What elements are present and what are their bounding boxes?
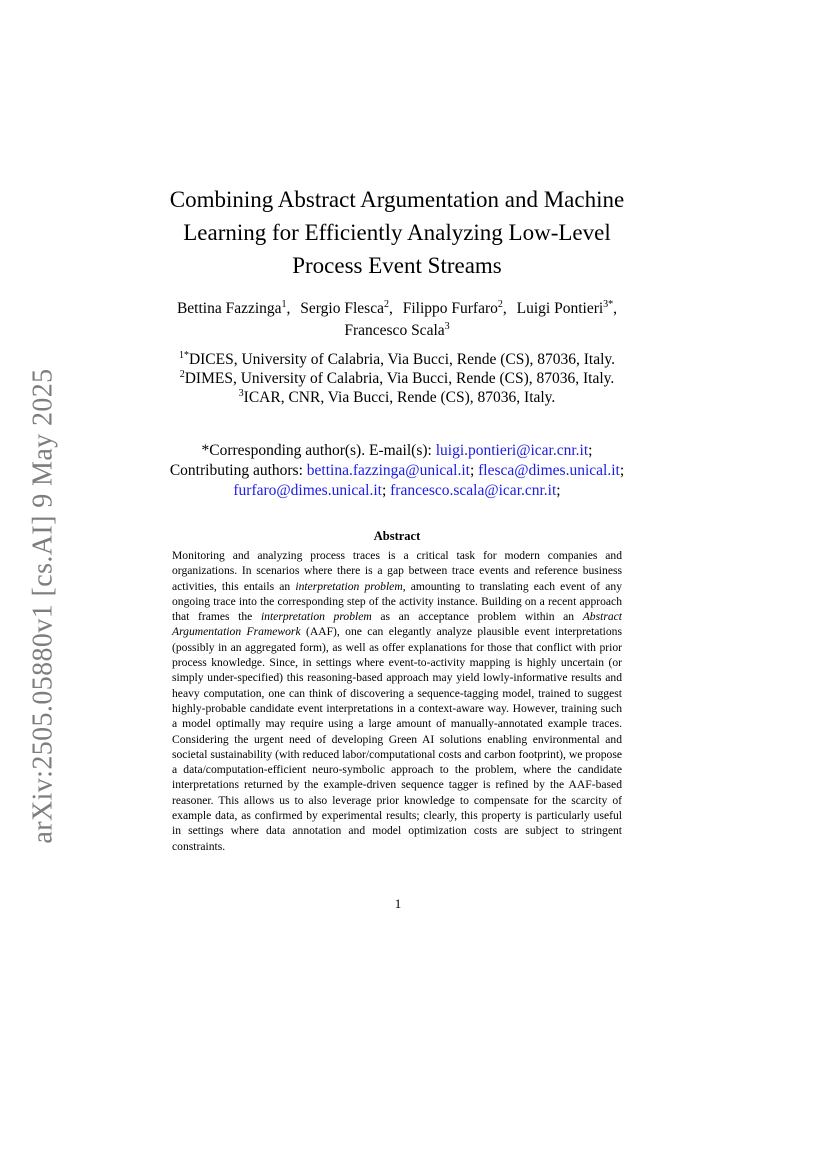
abstract-heading: Abstract	[373, 529, 421, 543]
abstract-text: as an acceptance problem within an	[371, 610, 583, 624]
affiliation-line	[150, 388, 644, 407]
contributing-label: Contributing authors:	[169, 462, 303, 479]
corresponding-label: *Corresponding author(s). E-mail(s):	[201, 442, 432, 459]
author-affiliation-mark: 2	[383, 299, 389, 310]
email-link[interactable]: furfaro@dimes.unical.it	[233, 482, 382, 499]
email-link[interactable]: francesco.scala@icar.cnr.it	[390, 482, 557, 499]
affiliation-line	[150, 350, 644, 369]
abstract-emphasis: interpretation problem	[295, 579, 403, 593]
affiliation-text: DICES, University of Calabria, Via Bucci, Rende (CS), 87036, Italy.	[188, 351, 616, 368]
title-line: Process Event Streams	[292, 253, 502, 278]
paper-title	[150, 183, 644, 282]
author-affiliation-mark: 3	[444, 321, 450, 332]
affiliation-mark: 2	[179, 369, 185, 380]
arxiv-identifier-stamp	[24, 369, 64, 842]
author-affiliation-mark: 1	[281, 299, 287, 310]
affiliation-text: ICAR, CNR, Via Bucci, Rende (CS), 87036, Italy.	[243, 389, 556, 406]
author-name: Luigi Pontieri	[516, 300, 604, 317]
affiliation-list	[150, 350, 644, 407]
contact-emails	[140, 441, 654, 501]
author-affiliation-mark: 3*	[603, 299, 614, 310]
abstract-text: Monitoring and analyzing process traces is a critical task for modern companies and organizations. In scenarios where there is a gap between trace events and reference business activities, this entails an	[172, 549, 622, 593]
title-line: Learning for Efficiently Analyzing Low-Level	[183, 220, 611, 245]
author-name: Bettina Fazzinga	[176, 300, 282, 317]
contributing-authors-line: furfaro@dimes.unical.it; francesco.scala@icar.cnr.it;	[233, 482, 561, 499]
arxiv-stamp-text: arXiv:2505.05880v1 [cs.AI] 9 May 2025	[28, 367, 59, 844]
corresponding-author-line: *Corresponding author(s). E-mail(s): luigi.pontieri@icar.cnr.it;	[201, 442, 593, 459]
email-link[interactable]: luigi.pontieri@icar.cnr.it	[435, 442, 589, 459]
email-link[interactable]: bettina.fazzinga@unical.it	[306, 462, 470, 479]
affiliation-mark: 3	[238, 388, 244, 399]
affiliation-text: DIMES, University of Calabria, Via Bucci, Rende (CS), 87036, Italy.	[184, 370, 615, 387]
affiliation-line	[150, 369, 644, 388]
author-affiliation-mark: 2	[497, 299, 503, 310]
page-number: 1	[394, 896, 402, 911]
title-line: Combining Abstract Argumentation and Machine	[169, 187, 625, 212]
abstract-emphasis: Abstract Argumentation Framework	[172, 610, 622, 639]
abstract-text: (AAF), one can elegantly analyze plausible event interpretations (possibly in an aggregated form), as well as offer explanations for those that conflict with prior process knowledge. Since, in settings where event-to-activity mapping is highly uncertain (or simply under-specified) this reasoning-based approach may yield lowly-informative results and heavy computation, one can think of discovering a sequence-tagging model, trained to suggest highly-probable candidate event interpretations in a context-aware way. However, training such a model optimally may require using a large amount of manually-annotated example traces. Considering the urgent need of developing Green AI solutions enabling environmental and societal sustainability (with reduced labor/computational costs and carbon footprint), we propose a data/computation-efficient neuro-symbolic approach to the problem, where the candidate interpretations returned by the example-driven sequence tagger is refined by the AAF-based reasoner. This allows us to also leverage prior knowledge to compensate for the scarcity of example data, as confirmed by experimental results; clearly, this property is particularly useful in settings where data annotation and model optimization costs are subject to stringent constraints.	[172, 625, 622, 853]
author-name: Sergio Flesca	[300, 300, 384, 317]
contributing-authors-line: Contributing authors: bettina.fazzinga@unical.it; flesca@dimes.unical.it;	[169, 462, 625, 479]
abstract-emphasis: interpretation problem	[260, 610, 372, 624]
author-name: Filippo Furfaro	[402, 300, 498, 317]
abstract-body	[172, 548, 622, 854]
affiliation-mark: 1*	[178, 350, 189, 361]
abstract-text: , amounting to translating each event of any ongoing trace into the corresponding step of the activity instance. Building on a recent approach that frames the	[172, 579, 622, 624]
email-link[interactable]: flesca@dimes.unical.it	[478, 462, 620, 479]
author-name: Francesco Scala	[344, 322, 445, 339]
author-list: Bettina Fazzinga$^1$, Sergio Flesca$^2$, Filippo Furfaro$^2$, Luigi Pontieri$^{3*}$, Francesco Scala$^3$	[176, 299, 618, 339]
